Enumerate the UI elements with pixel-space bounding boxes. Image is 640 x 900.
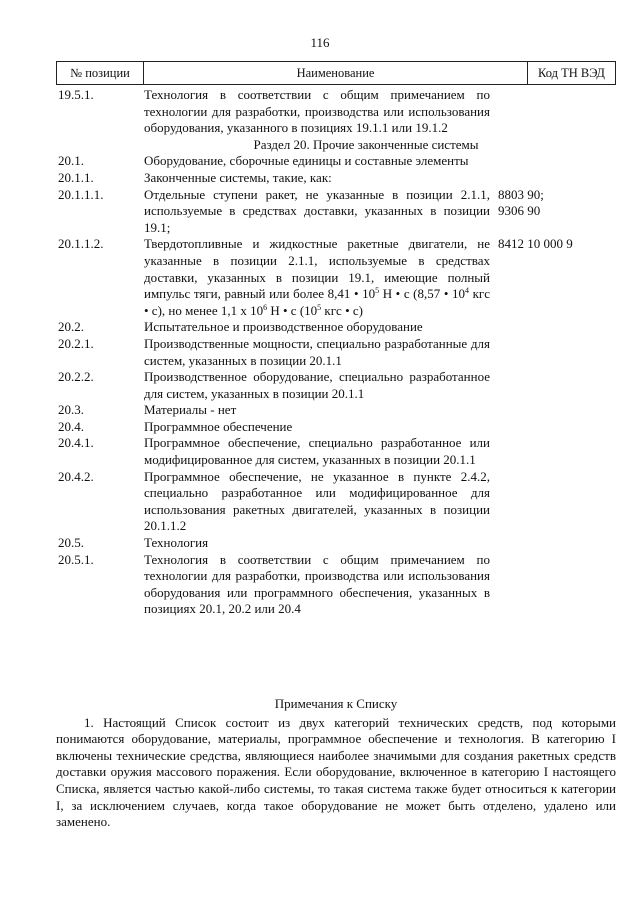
section-heading: Раздел 20. Прочие законченные системы — [253, 136, 479, 152]
table-row — [56, 319, 616, 336]
code-cell — [490, 552, 616, 618]
position-cell: 20.4.2. — [58, 468, 94, 484]
table-row — [56, 336, 616, 369]
notes-title: Примечания к Списку — [274, 696, 398, 711]
code-cell — [490, 87, 616, 137]
table-row — [56, 469, 616, 535]
table-row — [56, 552, 616, 618]
code-cell — [490, 402, 616, 419]
column-header-position: № позиции — [57, 62, 144, 84]
position-cell: 20.1. — [58, 153, 84, 169]
code-cell — [490, 535, 616, 552]
name-cell: Производственные мощности, специально разработанные для систем, указанных в позиции 20.1.1 — [144, 335, 490, 368]
position-cell: 20.1.1. — [58, 169, 94, 185]
position-cell: 20.2.2. — [58, 369, 94, 385]
code-cell — [490, 170, 616, 187]
position-cell: 20.5. — [58, 535, 84, 551]
position-cell: 20.1.1.2. — [58, 236, 104, 252]
table-header — [56, 61, 616, 85]
table-row — [56, 236, 616, 319]
name-cell: Производственное оборудование, специально разработанное для систем, указанных в позиции 20.1.1 — [144, 369, 490, 401]
table-row — [56, 170, 616, 187]
column-header-code: Код ТН ВЭД — [538, 65, 605, 80]
position-cell: 19.5.1. — [58, 87, 94, 102]
notes-paragraph: 1. Настоящий Список состоит из двух категорий технических средств, под которыми понимаются оборудование, материалы, программное обеспечение и технология. В категорию I включены технические средства, являющиеся наиболее значимыми для создания ракетных средств доставки оружия массового поражения. Если оборудование, включенное в категорию I настоящего Списка, является частью какой-либо системы, то такая система также будет относиться к категории I, за исключением случаев, когда такое оборудование не может быть отделено, удалено или заменено. — [56, 714, 616, 830]
table-row — [56, 435, 616, 468]
name-cell: Программное обеспечение, не указанное в пункте 2.4.2, специально разработанное или модифицированное для использования ракетных двигателей, указанных в позиции 20.1.1.2 — [144, 468, 490, 534]
page-number: 116 — [310, 35, 330, 50]
position-cell: 20.5.1. — [58, 551, 94, 567]
name-cell: Программное обеспечение — [144, 418, 293, 434]
section-heading-row — [56, 137, 616, 154]
code-cell: 8803 90; 9306 90 — [498, 186, 544, 219]
name-cell: Законченные системы, такие, как: — [144, 169, 332, 185]
position-cell: 20.3. — [58, 402, 84, 418]
table-body — [56, 87, 616, 618]
table-row — [56, 153, 616, 170]
position-cell: 20.4. — [58, 418, 84, 434]
table-row — [56, 369, 616, 402]
table-row — [56, 419, 616, 436]
code-cell — [490, 369, 616, 402]
position-cell: 20.2.1. — [58, 335, 94, 351]
code-cell: 8412 10 000 9 — [498, 236, 573, 252]
position-cell: 20.1.1.1. — [58, 186, 104, 202]
position-cell: 20.4.1. — [58, 435, 94, 451]
name-cell: Материалы - нет — [144, 402, 237, 418]
table-row — [56, 402, 616, 419]
code-cell — [490, 419, 616, 436]
name-cell: Оборудование, сборочные единицы и составные элементы — [144, 153, 469, 169]
code-cell — [490, 336, 616, 369]
name-cell: Испытательное и производственное оборудование — [144, 319, 423, 335]
name-cell: Отдельные ступени ракет, не указанные в позиции 2.1.1, используемые в средствах доставки, указанных в позиции 19.1; — [144, 186, 490, 235]
column-header-name: Наименование — [144, 62, 528, 84]
name-cell: Технология в соответствии с общим примечанием по технологии для разработки, производства или использования оборудования или программного обеспечения, указанных в позициях 20.1, 20.2 или 20.4 — [144, 551, 490, 617]
code-cell — [490, 469, 616, 535]
name-cell: Программное обеспечение, специально разработанное или модифицированное для систем, указанных в позиции 20.1.1 — [144, 435, 490, 468]
code-cell — [490, 435, 616, 468]
code-cell — [490, 319, 616, 336]
table-row — [56, 87, 616, 137]
name-cell: Технология в соответствии с общим примечанием по технологии для разработки, производства или использования оборудования, указанного в позициях 19.1.1 или 19.1.2 — [144, 87, 490, 136]
table-row — [56, 535, 616, 552]
table-row — [56, 187, 616, 237]
code-cell — [490, 153, 616, 170]
position-cell: 20.2. — [58, 319, 84, 335]
notes-section — [56, 696, 616, 831]
name-cell: Твердотопливные и жидкостные ракетные двигатели, не указанные в позиции 2.1.1, используемые в средствах доставки, указанных в позиции 19.1, имеющие полный импульс тяги, равный или более 8,41 • $10^5$ Н • с (8,57 • $10^4$ кгс • с), но менее 1,1 х $10^6$ Н • с ($10^5$ кгс • с) — [144, 236, 491, 318]
name-cell: Технология — [144, 535, 209, 551]
